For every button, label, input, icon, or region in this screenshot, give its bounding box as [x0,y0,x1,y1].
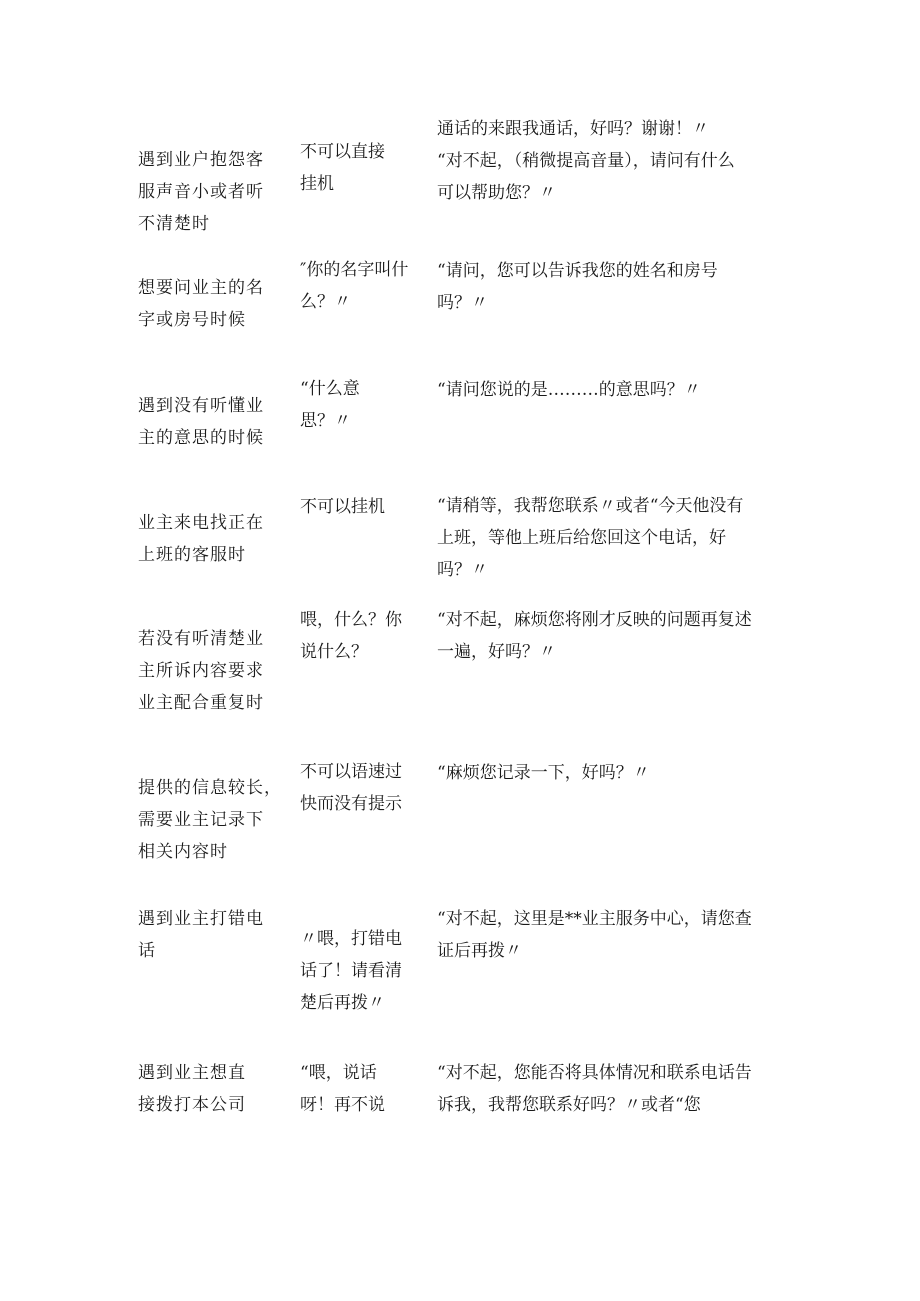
row-forbidden-phrase: “喂，说话 呀！再不说 [300,1063,385,1115]
row-proper-phrase: “对不起，这里是**业主服务中心，请您查 证后再拨〃 [437,909,752,961]
row-forbidden-phrase: 不可以挂机 [300,497,385,517]
row-forbidden-phrase: 不可以直接 挂机 [300,142,385,194]
row-situation: 遇到没有听懂业 主的意思的时候 [138,396,264,448]
row-situation: 提供的信息较长， 需要业主记录下 相关内容时 [138,778,282,862]
row-forbidden-phrase: 〃喂，打错电 话了！请看清 楚后再拨〃 [300,929,402,1013]
row-situation: 业主来电找正在 上班的客服时 [138,513,264,565]
row-forbidden-phrase: 喂，什么？你 说什么？ [300,610,402,662]
row-proper-phrase: “请稍等，我帮您联系〃或者“今天他没有 上班，等他上班后给您回这个电话，好 吗？〃 [437,496,744,580]
row-situation: 想要问业主的名 字或房号时候 [138,278,264,330]
row-situation: 若没有听清楚业 主所诉内容要求 业主配合重复时 [138,629,264,713]
row-proper-phrase: “麻烦您记录一下，好吗？〃 [437,763,650,783]
row-situation: 遇到业户抱怨客 服声音小或者听 不清楚时 [138,150,264,234]
row-forbidden-phrase: 不可以语速过 快而没有提示 [300,762,402,814]
row-proper-phrase: “请问您说的是………的意思吗？〃 [437,380,701,400]
row-situation: 遇到业主想直 接拨打本公司 [138,1063,246,1115]
row-proper-phrase: “请问，您可以告诉我您的姓名和房号 吗？〃 [437,261,718,313]
row-proper-phrase: “对不起，麻烦您将刚才反映的问题再复述 一遍，好吗？〃 [437,610,752,662]
row-forbidden-phrase: “什么意 思？〃 [300,379,360,431]
row-forbidden-phrase: ″你的名字叫什 么？〃 [300,260,409,312]
row-situation: 遇到业主打错电 话 [138,909,264,961]
row-proper-phrase: 通话的来跟我通话，好吗？谢谢！〃 “对不起，（稍微提高音量），请问有什么 可以帮助您？〃 [437,119,735,203]
row-proper-phrase: “对不起，您能否将具体情况和联系电话告 诉我，我帮您联系好吗？〃或者“您 [437,1063,752,1115]
